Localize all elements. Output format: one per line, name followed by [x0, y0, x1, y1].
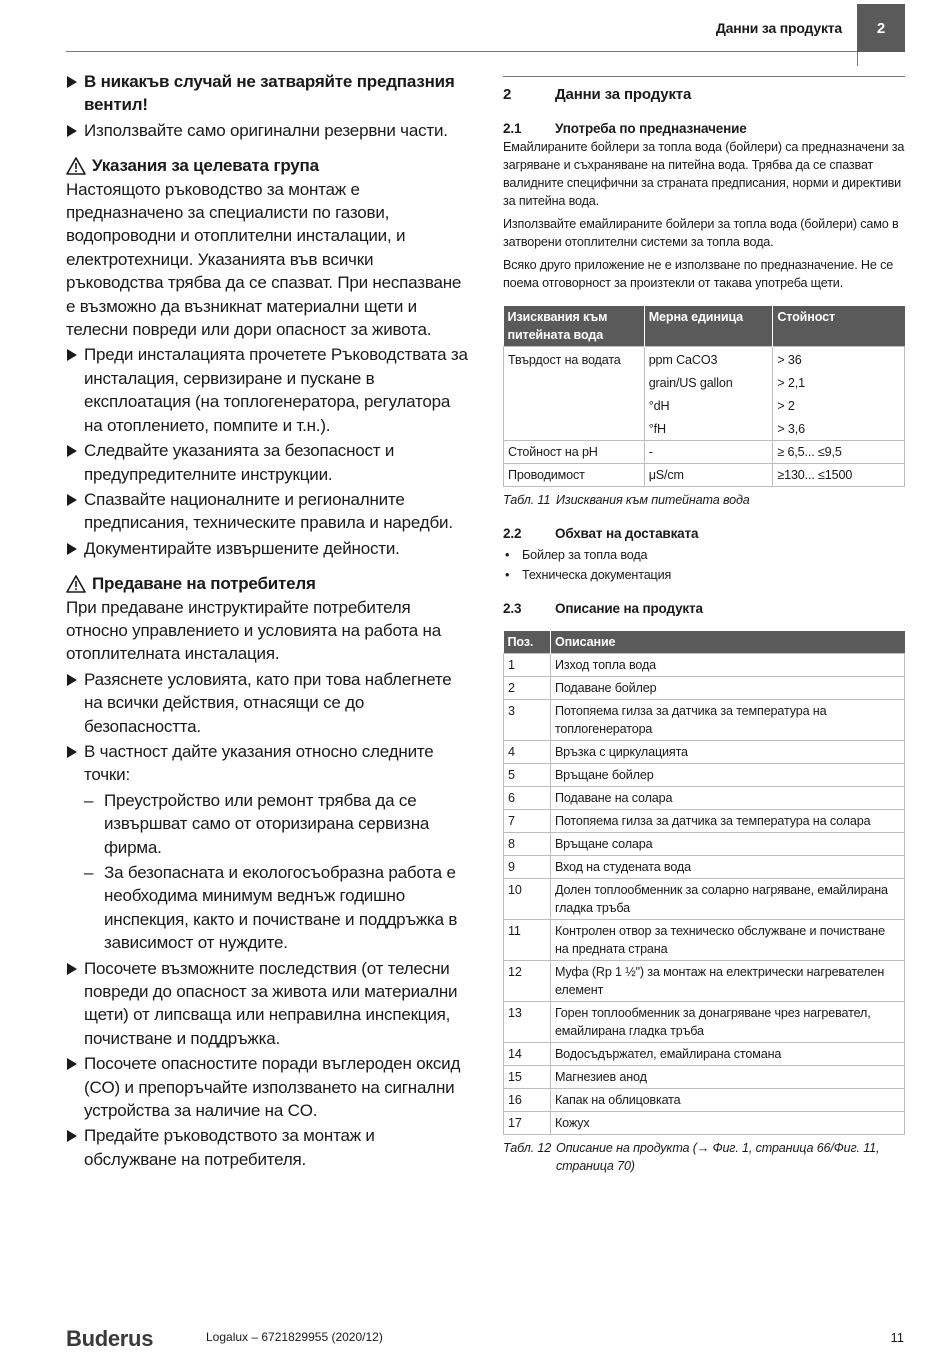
header-rule [66, 51, 857, 52]
table-row [504, 464, 905, 487]
table-cell: 2 [504, 677, 551, 700]
footer-document-info: Logalux – 6721829955 (2020/12) [206, 1330, 383, 1344]
table-cell: Потопяема гилза за датчика за температура на солара [550, 810, 904, 833]
table-header-row [504, 631, 905, 654]
subsection-number: 2.2 [503, 526, 522, 541]
table-cell: Връзка с циркулацията [550, 741, 904, 764]
table-cell: > 3,6 [773, 417, 905, 441]
table-cell: 9 [504, 856, 551, 879]
table-cell: Контролен отвор за техническо обслужване и почистване на предната страна [550, 920, 904, 961]
caption-label: Табл. 11 [503, 493, 551, 507]
table-cell: °dH [644, 394, 773, 417]
list-item: Разяснете условията, като при това наблегнете на всички действия, отнасящи се до безопасността. [66, 668, 471, 738]
table-cell: > 2 [773, 394, 905, 417]
page-number: 11 [890, 1330, 904, 1345]
product-description-table [503, 631, 905, 1135]
target-group-paragraph: Настоящото ръководство за монтаж е предназначено за специалисти по газови, водопроводни и отоплителни инсталации, и електротехници. Указанията във всички ръководства трябва да се спазват. При неспазване е възможно да възникнат материални щети и телесни повреди или дори опасност за живота. [66, 179, 462, 340]
section-number: 2 [503, 86, 512, 103]
table-cell: Долен топлообменник за соларно нагряване, емайлирана гладка тръба [550, 879, 904, 920]
table-row [504, 833, 905, 856]
table-cell [504, 394, 645, 417]
table-row [504, 417, 905, 441]
table-cell: μS/cm [644, 464, 773, 487]
table-cell: Водосъдържател, емайлирана стомана [550, 1043, 904, 1066]
table-cell: 14 [504, 1043, 551, 1066]
table-cell: Магнезиев анод [550, 1066, 904, 1089]
caption-text: Изисквания към питейната вода [556, 493, 750, 507]
table-cell: 8 [504, 833, 551, 856]
dash-item: – За безопасната и екологосъобразна работа е необходима минимум веднъж годишно инспекция, както и почистване и поддръжка в зависимост от нуждите. [66, 861, 471, 955]
table-cell: Потопяема гилза за датчика за температура на топлогенератора [550, 700, 904, 741]
warning-icon [66, 157, 86, 175]
table-row [504, 920, 905, 961]
table-row [504, 741, 905, 764]
table-cell: 15 [504, 1066, 551, 1089]
bullet-safety-valve: В никакъв случай не затваряйте предпазния вентил! [66, 70, 471, 117]
table-row [504, 856, 905, 879]
table-header-cell: Изисквания към питейната вода [504, 306, 645, 347]
table-header-cell: Мерна единица [644, 306, 773, 347]
table-cell: ≥130... ≤1500 [773, 464, 905, 487]
subsection-number: 2.3 [503, 601, 522, 616]
table-cell: Изход топла вода [550, 654, 904, 677]
bullet-original-parts: Използвайте само оригинални резервни части. [66, 119, 471, 142]
water-requirements-table [503, 306, 905, 487]
list-item: Следвайте указанията за безопасност и предупредителните инструкции. [66, 439, 471, 486]
brand-logo: Buderus [66, 1326, 154, 1351]
table-cell: Проводимост [504, 464, 645, 487]
table-header-cell: Стойност [773, 306, 905, 347]
table-cell: Кожух [550, 1112, 904, 1135]
running-header-title: Данни за продукта [715, 20, 842, 36]
table-cell: 5 [504, 764, 551, 787]
table-cell: > 2,1 [773, 371, 905, 394]
section-heading [503, 86, 905, 104]
caption-text: Описание на продукта (→ Фиг. 1, страница 66/Фиг. 11, страница 70) [556, 1141, 880, 1173]
table-11-caption [503, 491, 905, 509]
list-item: • Бойлер за топла вода [503, 546, 905, 564]
table-cell: 12 [504, 961, 551, 1002]
list-item: Посочете опасностите поради въглероден оксид (CO) и препоръчайте използването на сигнални устройства за наличие на CO. [66, 1052, 471, 1122]
table-cell: 17 [504, 1112, 551, 1135]
table-cell: Вход на студената вода [550, 856, 904, 879]
header-tick [857, 52, 858, 66]
subsection-title: Обхват на доставката [555, 526, 699, 541]
table-header-cell: Поз. [504, 631, 551, 654]
table-row [504, 677, 905, 700]
table-cell: 11 [504, 920, 551, 961]
subsection-number: 2.1 [503, 121, 522, 136]
table-row [504, 1002, 905, 1043]
handover-heading-text: Предаване на потребителя [92, 574, 316, 594]
table-cell: Подаване на солара [550, 787, 904, 810]
subsection-title: Описание на продукта [555, 601, 703, 616]
list-item: Посочете възможните последствия (от телесни повреди до опасност за живота или материални щети) от липсваща или неправилна инспекция, почистване и поддръжка. [66, 957, 471, 1051]
table-cell: Връщане бойлер [550, 764, 904, 787]
table-cell: Муфа (Rp 1 ½") за монтаж на електрически нагревателен елемент [550, 961, 904, 1002]
table-cell: Стойност на pH [504, 441, 645, 464]
warning-icon [66, 575, 86, 593]
table-header-cell: Описание [550, 631, 904, 654]
table-12-caption [503, 1139, 905, 1175]
table-cell: 3 [504, 700, 551, 741]
table-row [504, 1066, 905, 1089]
table-cell: 1 [504, 654, 551, 677]
chapter-number-tab: 2 [857, 4, 905, 52]
table-header-row [504, 306, 905, 347]
handover-paragraph: При предаване инструктирайте потребителя относно управлението и условията на работа на отоплителната инсталация. [66, 597, 441, 664]
table-cell: Капак на облицовката [550, 1089, 904, 1112]
table-row [504, 1112, 905, 1135]
table-row [504, 441, 905, 464]
table-cell: > 36 [773, 347, 905, 372]
table-row [504, 961, 905, 1002]
left-column [66, 70, 471, 1173]
table-cell: Горен топлообменник за донагряване чрез нагревател, емайлирана гладка тръба [550, 1002, 904, 1043]
table-row [504, 879, 905, 920]
list-item: • Техническа документация [503, 566, 905, 584]
table-cell: Подаване бойлер [550, 677, 904, 700]
list-item: Преди инсталацията прочетете Ръководствата за инсталация, сервизиране и пускане в експлоатация (на топлогенератора, регулатора на отоплението, помпите и т.н.). [66, 343, 471, 437]
table-cell [504, 417, 645, 441]
subsection-heading-2-3 [503, 600, 905, 618]
caption-label: Табл. 12 [503, 1141, 552, 1155]
list-item: Документирайте извършените дейности. [66, 537, 471, 560]
subsection-title: Употреба по предназначение [555, 121, 747, 136]
list-item: Спазвайте националните и регионалните предписания, техническите правила и наредби. [66, 488, 471, 535]
dash-item: – Преустройство или ремонт трябва да се извършват само от оторизирана сервизна фирма. [66, 789, 471, 859]
list-item: Предайте ръководството за монтаж и обслужване на потребителя. [66, 1124, 471, 1171]
subsection-heading-2-2 [503, 525, 905, 543]
table-cell: 16 [504, 1089, 551, 1112]
right-column [503, 76, 905, 1175]
section-title: Данни за продукта [555, 86, 692, 103]
target-group-heading [66, 154, 471, 177]
table-cell: grain/US gallon [644, 371, 773, 394]
table-row [504, 787, 905, 810]
paragraph: Емайлираните бойлери за топла вода (бойлери) са предназначени за загряване и съхраняване на питейна вода. Трябва да се спазват валидните специфични за страната предписания, норми и директиви за питейна вода. [503, 140, 905, 208]
table-cell: °fH [644, 417, 773, 441]
table-cell: ppm CaCO3 [644, 347, 773, 372]
table-row [504, 764, 905, 787]
list-item: В частност дайте указания относно следните точки: [66, 740, 471, 787]
table-row [504, 371, 905, 394]
handover-heading [66, 572, 471, 595]
table-cell: 10 [504, 879, 551, 920]
table-cell: 6 [504, 787, 551, 810]
table-row [504, 394, 905, 417]
table-cell: 7 [504, 810, 551, 833]
paragraph: Всяко друго приложение не е използване по предназначение. Не се поема отговорност за произтекли от такава употреба щети. [503, 258, 894, 290]
paragraph: Използвайте емайлираните бойлери за топла вода (бойлери) само в затворени отоплителни системи за топла вода. [503, 217, 899, 249]
table-row [504, 347, 905, 372]
table-cell: - [644, 441, 773, 464]
table-cell: ≥ 6,5... ≤9,5 [773, 441, 905, 464]
table-row [504, 654, 905, 677]
table-row [504, 1089, 905, 1112]
table-cell: 4 [504, 741, 551, 764]
table-row [504, 810, 905, 833]
table-row [504, 1043, 905, 1066]
target-group-heading-text: Указания за целевата група [92, 156, 319, 176]
table-cell: Връщане солара [550, 833, 904, 856]
table-row [504, 700, 905, 741]
table-cell [504, 371, 645, 394]
table-cell: 13 [504, 1002, 551, 1043]
table-cell: Твърдост на водата [504, 347, 645, 372]
subsection-heading-2-1 [503, 120, 905, 138]
